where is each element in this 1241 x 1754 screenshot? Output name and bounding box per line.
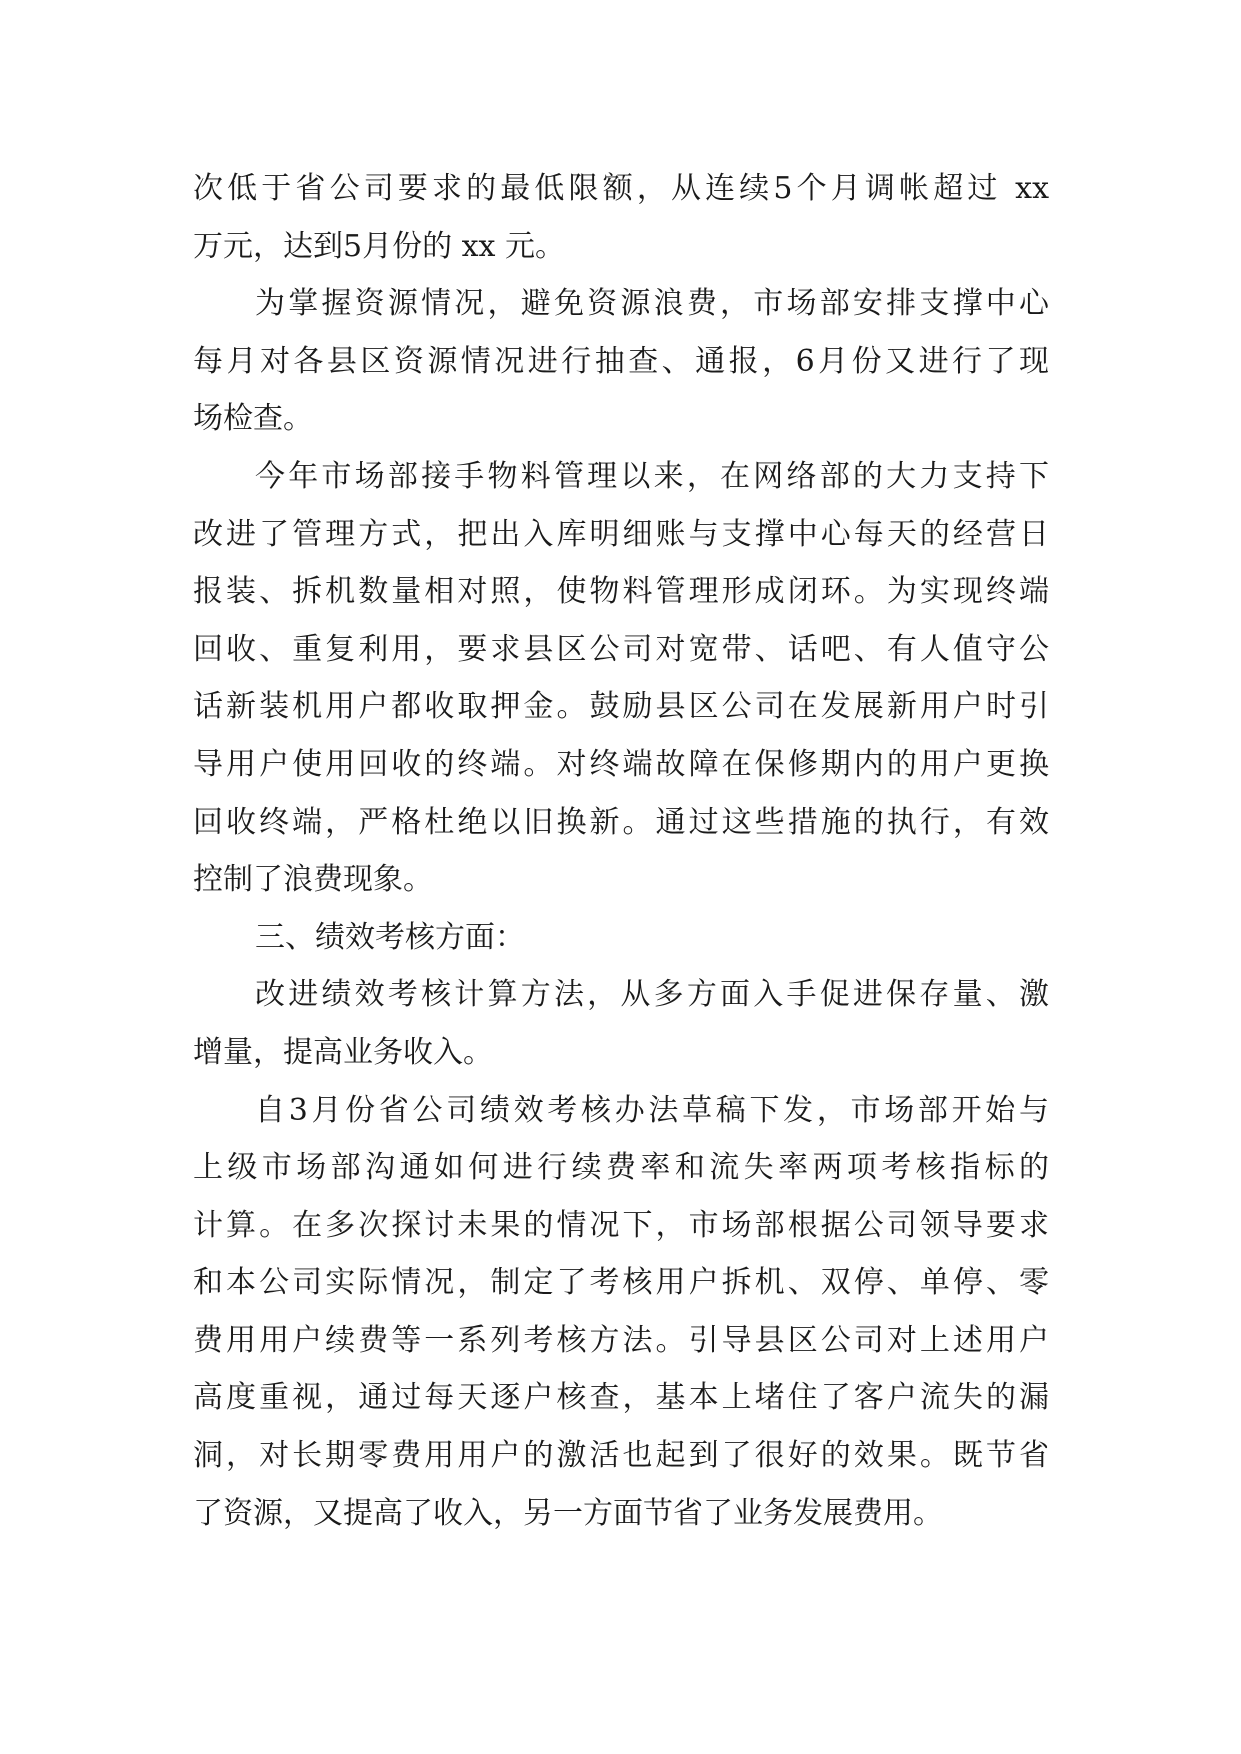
text-line: 今年市场部接手物料管理以来，在网络部的大力支持下: [255, 458, 1049, 494]
text-line: 报装、拆机数量相对照，使物料管理形成闭环。为实现终端: [193, 574, 1049, 610]
text-line: 导用户使用回收的终端。对终端故障在保修期内的用户更换: [193, 746, 1049, 782]
text-line: 场检查。: [193, 401, 313, 437]
text-line: 回收终端，严格杜绝以旧换新。通过这些措施的执行，有效: [193, 804, 1049, 840]
text-line: 三、绩效考核方面：: [255, 919, 525, 955]
text-line: 增量，提高业务收入。: [193, 1034, 493, 1070]
document-page: [193, 160, 1049, 1542]
text-line: 和本公司实际情况，制定了考核用户拆机、双停、单停、零: [193, 1265, 1049, 1301]
text-line: 为掌握资源情况，避免资源浪费，市场部安排支撑中心: [255, 286, 1049, 322]
paragraph: [193, 966, 1049, 1081]
text-line: 万元，达到5月份的 xx 元。: [193, 228, 565, 264]
section-heading: [193, 909, 1049, 967]
paragraph: [193, 1082, 1049, 1543]
text-line: 控制了浪费现象。: [193, 862, 433, 898]
text-line: 洞，对长期零费用用户的激活也起到了很好的效果。既节省: [193, 1438, 1049, 1474]
paragraph: [193, 160, 1049, 275]
text-line: 次低于省公司要求的最低限额，从连续5个月调帐超过 xx: [193, 171, 1049, 206]
text-line: 计算。在多次探讨未果的情况下，市场部根据公司领导要求: [193, 1207, 1049, 1243]
text-line: 话新装机用户都收取押金。鼓励县区公司在发展新用户时引: [193, 689, 1049, 725]
paragraph: [193, 275, 1049, 448]
text-line: 改进了管理方式，把出入库明细账与支撑中心每天的经营日: [193, 516, 1049, 552]
text-line: 了资源，又提高了收入，另一方面节省了业务发展费用。: [193, 1495, 943, 1531]
text-line: 上级市场部沟通如何进行续费率和流失率两项考核指标的: [193, 1150, 1049, 1186]
text-line: 改进绩效考核计算方法，从多方面入手促进保存量、激: [255, 977, 1049, 1013]
text-line: 费用用户续费等一系列考核方法。引导县区公司对上述用户: [193, 1322, 1049, 1358]
text-line: 回收、重复利用，要求县区公司对宽带、话吧、有人值守公: [193, 631, 1049, 667]
text-line: 每月对各县区资源情况进行抽查、通报，6月份又进行了现: [193, 343, 1049, 379]
text-line: 自3月份省公司绩效考核办法草稿下发，市场部开始与: [255, 1092, 1049, 1128]
text-line: 高度重视，通过每天逐户核查，基本上堵住了客户流失的漏: [193, 1380, 1049, 1416]
paragraph: [193, 448, 1049, 909]
